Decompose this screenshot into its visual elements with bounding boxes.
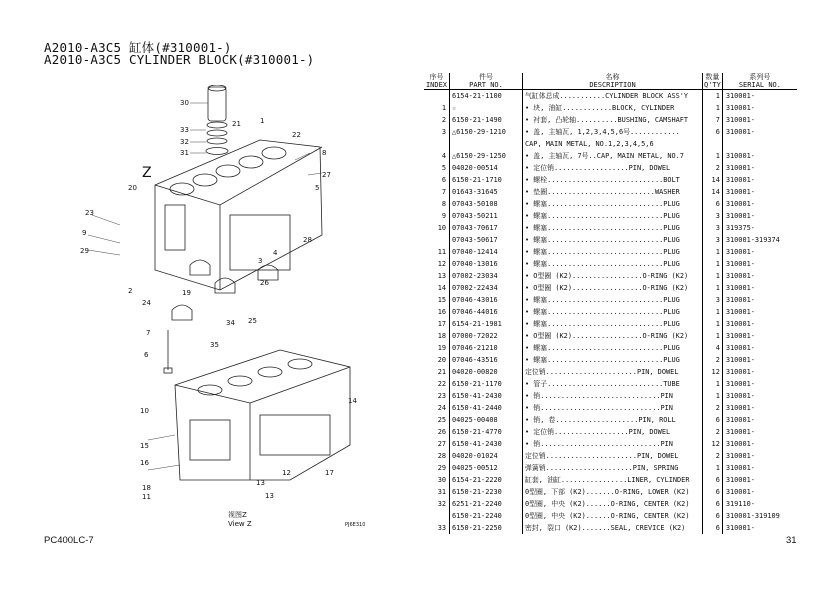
callout: 19	[182, 289, 191, 297]
cell-idx	[424, 138, 450, 150]
cell-ser: 310001-	[725, 92, 755, 100]
table-row	[424, 258, 797, 270]
table-row	[424, 426, 797, 438]
cell-pn: 04020-00514	[450, 162, 523, 174]
cell-ser: 310001-	[725, 332, 755, 340]
cell-desc: • 螺塞............................PLUG	[523, 294, 703, 306]
table-row	[424, 90, 797, 103]
table-row	[424, 342, 797, 354]
cell-idx: 18	[424, 330, 450, 342]
cell-ser: 310001-	[725, 392, 755, 400]
header-part-no: 件号 PART NO.	[450, 73, 523, 90]
header-description: 名称 DESCRIPTION	[523, 73, 703, 90]
table-row	[424, 498, 797, 510]
cell-idx: 22	[424, 378, 450, 390]
cell-idx	[424, 510, 450, 522]
cell-idx: 13	[424, 270, 450, 282]
cell-desc: 0型圈, 中央 (K2)......O-RING, CENTER (K2)	[523, 510, 703, 522]
table-row	[424, 450, 797, 462]
cell-desc: • 螺塞............................PLUG	[523, 258, 703, 270]
cell-ser: 310001-	[725, 188, 755, 196]
cell-qty: 14	[703, 174, 723, 186]
cell-pn: 07040-13016	[450, 258, 523, 270]
cell-qty: 12	[703, 438, 723, 450]
cell-qty: 1	[703, 378, 723, 390]
cell-qty: 6	[703, 522, 723, 534]
cell-idx: 10	[424, 222, 450, 234]
cell-ser: 310001-	[725, 380, 755, 388]
cell-qty: 3	[703, 234, 723, 246]
page-title-en: A2010-A3C5 CYLINDER BLOCK(#310001-)	[44, 52, 315, 67]
cell-desc: • 定位销..................PIN, DOWEL	[523, 162, 703, 174]
cell-qty: 1	[703, 282, 723, 294]
cell-qty: 1	[703, 462, 723, 474]
callout: 13	[256, 479, 265, 487]
cell-desc: 弹簧销.....................PIN, SPRING	[523, 462, 703, 474]
table-row	[424, 198, 797, 210]
callout: 21	[232, 120, 241, 128]
cell-ser: 310001-	[725, 488, 755, 496]
cell-ser: 310001-	[725, 164, 755, 172]
table-row	[424, 378, 797, 390]
cell-desc: • 块, 油缸............BLOCK, CYLINDER	[523, 102, 703, 114]
table-row	[424, 318, 797, 330]
table-row	[424, 462, 797, 474]
cell-pn: 04025-00512	[450, 462, 523, 474]
table-row	[424, 210, 797, 222]
cell-ser: 319110-	[725, 500, 755, 508]
cell-ser: 310001-	[725, 416, 755, 424]
cell-qty	[703, 138, 723, 150]
cell-idx: 29	[424, 462, 450, 474]
callout: 33	[180, 126, 189, 134]
cell-idx: 28	[424, 450, 450, 462]
cell-desc: 0型圈, 下部 (K2).......O-RING, LOWER (K2)	[523, 486, 703, 498]
cell-desc: • 螺塞............................PLUG	[523, 222, 703, 234]
cell-ser: 310001-	[725, 344, 755, 352]
cell-desc: • 螺塞............................PLUG	[523, 342, 703, 354]
cell-idx: 12	[424, 258, 450, 270]
cell-desc: CAP, MAIN METAL, NO.1,2,3,4,5,6	[523, 138, 703, 150]
cell-desc: • 销, 卷....................PIN, ROLL	[523, 414, 703, 426]
cell-ser: 310001-319109	[725, 512, 780, 520]
view-z-mark: Z	[142, 165, 152, 181]
cell-qty: 1	[703, 150, 723, 162]
cell-desc: 密封, 裂口 (K2).......SEAL, CREVICE (K2)	[523, 522, 703, 534]
cell-pn: 6150-21-4770	[450, 426, 523, 438]
cell-pn: △6150-29-1210	[450, 126, 523, 138]
cell-qty: 1	[703, 90, 723, 103]
cell-desc: • 垫圈..........................WASHER	[523, 186, 703, 198]
cell-qty: 6	[703, 474, 723, 486]
cell-qty: 3	[703, 210, 723, 222]
cell-pn: 07043-70617	[450, 222, 523, 234]
view-label-en: View Z	[228, 520, 252, 528]
cell-desc: • O型圈 (K2).................O-RING (K2)	[523, 270, 703, 282]
callout: 35	[210, 341, 219, 349]
table-row	[424, 126, 797, 138]
cell-pn: 6150-41-2440	[450, 402, 523, 414]
callout: 18	[142, 484, 151, 492]
cell-idx: 21	[424, 366, 450, 378]
table-row	[424, 222, 797, 234]
cell-ser: 310001-	[725, 524, 755, 532]
cell-qty: 1	[703, 270, 723, 282]
table-row	[424, 354, 797, 366]
cell-pn: 07046-43016	[450, 294, 523, 306]
cell-desc: • 盖, 主轴瓦, 7号..CAP, MAIN METAL, NO.7	[523, 150, 703, 162]
cell-qty: 3	[703, 222, 723, 234]
cell-ser: 310001-	[725, 176, 755, 184]
callout: 24	[142, 299, 151, 307]
cell-qty: 6	[703, 486, 723, 498]
cylinder-block-diagram	[60, 85, 390, 530]
table-row	[424, 306, 797, 318]
cell-desc: • 销.............................PIN	[523, 438, 703, 450]
callout: 10	[140, 407, 149, 415]
cell-qty: 3	[703, 294, 723, 306]
cell-pn: 6150-21-1170	[450, 378, 523, 390]
cell-ser: 310001-	[725, 404, 755, 412]
callout: 20	[128, 184, 137, 192]
cell-pn: ☆	[450, 102, 523, 114]
cell-pn: 6154-21-2220	[450, 474, 523, 486]
model-code: PC400LC-7	[44, 535, 94, 546]
table-row	[424, 366, 797, 378]
cell-pn: 04025-00408	[450, 414, 523, 426]
cell-qty: 2	[703, 354, 723, 366]
cell-desc: • 螺塞............................PLUG	[523, 234, 703, 246]
cell-idx: 32	[424, 498, 450, 510]
cell-desc: • 螺栓............................BOLT	[523, 174, 703, 186]
cell-ser: 310001-	[725, 200, 755, 208]
cell-qty: 1	[703, 330, 723, 342]
table-row	[424, 138, 797, 150]
drawing-code: PJ6E310	[345, 522, 366, 528]
cell-idx: 30	[424, 474, 450, 486]
cell-desc: • 螺塞............................PLUG	[523, 198, 703, 210]
cell-ser: 310001-	[725, 308, 755, 316]
table-row	[424, 522, 797, 534]
table-row	[424, 414, 797, 426]
cell-idx: 19	[424, 342, 450, 354]
cell-desc: 定位销......................PIN, DOWEL	[523, 366, 703, 378]
cell-pn: 6150-21-2250	[450, 522, 523, 534]
callout: 12	[282, 469, 291, 477]
cell-pn: 6150-21-2240	[450, 510, 523, 522]
header-index: 序号 INDEX	[424, 73, 450, 90]
cell-pn: 07046-43516	[450, 354, 523, 366]
cell-idx: 11	[424, 246, 450, 258]
callout: 5	[315, 184, 320, 192]
table-row	[424, 390, 797, 402]
cell-pn: 07002-22434	[450, 282, 523, 294]
cell-idx: 4	[424, 150, 450, 162]
cell-idx	[424, 234, 450, 246]
view-label-cn: 视图Z	[228, 511, 247, 519]
cell-desc: 定位销......................PIN, DOWEL	[523, 450, 703, 462]
callout: 27	[322, 171, 331, 179]
table-row	[424, 282, 797, 294]
callout: 1	[260, 117, 265, 125]
cell-ser: 310001-	[725, 452, 755, 460]
cell-desc: • 盖, 主轴瓦, 1,2,3,4,5,6号............	[523, 126, 703, 138]
cell-qty: 6	[703, 510, 723, 522]
header-qty: 数量 Q'TY	[704, 73, 721, 89]
cell-idx: 2	[424, 114, 450, 126]
cell-pn: 07000-72022	[450, 330, 523, 342]
cell-qty: 14	[703, 186, 723, 198]
cell-desc: 气缸体总成...........CYLINDER BLOCK ASS'Y	[523, 90, 703, 103]
callout: 34	[226, 319, 235, 327]
cell-desc: • 螺塞............................PLUG	[523, 306, 703, 318]
cell-qty: 1	[703, 102, 723, 114]
cell-qty: 6	[703, 198, 723, 210]
callout: 15	[140, 442, 149, 450]
cell-ser: 310001-	[725, 128, 755, 136]
callout: 2	[128, 287, 133, 295]
table-row	[424, 438, 797, 450]
cell-desc: • 定位销..................PIN, DOWEL	[523, 426, 703, 438]
cell-ser: 310001-	[725, 272, 755, 280]
page-number: 31	[786, 535, 797, 546]
cell-pn: 6251-21-2240	[450, 498, 523, 510]
cell-ser: 310001-	[725, 116, 755, 124]
cell-pn: 07043-50108	[450, 198, 523, 210]
cell-ser: 310001-	[725, 284, 755, 292]
cell-ser: 310001-	[725, 152, 755, 160]
cell-idx: 23	[424, 390, 450, 402]
cell-pn: 6150-21-1490	[450, 114, 523, 126]
cell-ser: 310001-	[725, 212, 755, 220]
cell-qty: 7	[703, 114, 723, 126]
cell-idx: 17	[424, 318, 450, 330]
cell-qty: 1	[703, 246, 723, 258]
callout: 13	[265, 492, 274, 500]
cell-qty: 2	[703, 426, 723, 438]
cell-qty: 1	[703, 306, 723, 318]
cell-idx: 14	[424, 282, 450, 294]
cell-ser	[722, 138, 797, 150]
cell-pn: 6150-41-2430	[450, 438, 523, 450]
callout: 30	[180, 99, 189, 107]
cell-pn: 6154-21-1100	[450, 90, 523, 103]
cell-desc: • 螺塞............................PLUG	[523, 354, 703, 366]
callout: 26	[260, 279, 269, 287]
cell-desc: • 螺塞............................PLUG	[523, 246, 703, 258]
callout: 32	[180, 138, 189, 146]
cell-qty: 2	[703, 402, 723, 414]
cell-desc: • 销.............................PIN	[523, 402, 703, 414]
callout: 9	[82, 229, 87, 237]
parts-table	[424, 73, 797, 534]
callout: 16	[140, 459, 149, 467]
table-row	[424, 150, 797, 162]
cell-pn: 6150-21-2230	[450, 486, 523, 498]
cell-qty: 6	[703, 498, 723, 510]
cell-qty: 6	[703, 414, 723, 426]
table-row	[424, 402, 797, 414]
cell-idx: 3	[424, 126, 450, 138]
table-row	[424, 510, 797, 522]
cell-qty: 1	[703, 318, 723, 330]
table-row	[424, 234, 797, 246]
cell-qty: 6	[703, 126, 723, 138]
table-row	[424, 330, 797, 342]
cell-pn: 04020-00820	[450, 366, 523, 378]
cell-pn	[450, 138, 523, 150]
cell-pn: △6150-29-1250	[450, 150, 523, 162]
cell-desc: • 销.............................PIN	[523, 390, 703, 402]
header-serial: 系列号 SERIAL NO.	[722, 73, 797, 90]
cell-desc: • 螺塞............................PLUG	[523, 210, 703, 222]
cell-pn: 07040-12414	[450, 246, 523, 258]
cell-ser: 310001-	[725, 428, 755, 436]
callout: 22	[292, 131, 301, 139]
cell-qty: 2	[703, 450, 723, 462]
cell-ser: 310001-	[725, 368, 755, 376]
cell-desc: • 衬套, 凸轮轴..........BUSHING, CAMSHAFT	[523, 114, 703, 126]
page-title-cn: A2010-A3C5 缸体(#310001-)	[44, 40, 232, 55]
cell-idx: 20	[424, 354, 450, 366]
table-row	[424, 294, 797, 306]
table-row	[424, 246, 797, 258]
cell-pn: 07046-21210	[450, 342, 523, 354]
cell-desc: • O型圈 (K2).................O-RING (K2)	[523, 330, 703, 342]
table-row	[424, 474, 797, 486]
cell-desc: 0型圈, 中央 (K2)......O-RING, CENTER (K2)	[523, 498, 703, 510]
cell-idx: 27	[424, 438, 450, 450]
table-row	[424, 114, 797, 126]
cell-pn: 6150-21-1710	[450, 174, 523, 186]
callout: 14	[348, 397, 357, 405]
cell-idx: 1	[424, 102, 450, 114]
cell-ser: 310001-	[725, 104, 755, 112]
callout: 8	[322, 149, 327, 157]
cell-ser: 310001-	[725, 476, 755, 484]
cell-desc: • O型圈 (K2).................O-RING (K2)	[523, 282, 703, 294]
cell-idx: 16	[424, 306, 450, 318]
cell-idx: 8	[424, 198, 450, 210]
cell-desc: 缸套, 油缸................LINER, CYLINDER	[523, 474, 703, 486]
cell-idx: 5	[424, 162, 450, 174]
table-row	[424, 102, 797, 114]
cell-ser: 310001-	[725, 356, 755, 364]
cell-ser: 310001-	[725, 248, 755, 256]
callout: 4	[273, 249, 278, 257]
cell-idx: 33	[424, 522, 450, 534]
cell-ser: 310001-319374	[725, 236, 780, 244]
cell-qty: 12	[703, 366, 723, 378]
callout: 25	[248, 317, 257, 325]
table-row	[424, 174, 797, 186]
callout: 11	[142, 493, 151, 501]
cell-pn: 04020-01024	[450, 450, 523, 462]
cell-ser: 310001-	[725, 464, 755, 472]
table-row	[424, 270, 797, 282]
cell-idx: 25	[424, 414, 450, 426]
table-row	[424, 486, 797, 498]
cell-pn: 6150-41-2430	[450, 390, 523, 402]
callout: 17	[325, 469, 334, 477]
cell-pn: 01643-31645	[450, 186, 523, 198]
callout: 7	[146, 329, 151, 337]
cell-ser: 319375-	[725, 224, 755, 232]
cell-qty: 4	[703, 342, 723, 354]
cell-desc: • 管子............................TUBE	[523, 378, 703, 390]
cell-ser: 310001-	[725, 440, 755, 448]
cell-idx: 24	[424, 402, 450, 414]
cell-desc: • 螺塞............................PLUG	[523, 318, 703, 330]
cell-qty: 1	[703, 258, 723, 270]
callout: 29	[80, 247, 89, 255]
cell-pn: 07046-44016	[450, 306, 523, 318]
callout: 6	[144, 351, 149, 359]
diagram-callouts	[80, 99, 357, 501]
cell-idx: 31	[424, 486, 450, 498]
cell-ser: 310001-	[725, 296, 755, 304]
cell-idx: 9	[424, 210, 450, 222]
cell-ser: 310001-	[725, 320, 755, 328]
callout: 28	[303, 236, 312, 244]
table-row	[424, 162, 797, 174]
cell-idx: 15	[424, 294, 450, 306]
cell-pn: 07043-50617	[450, 234, 523, 246]
callout: 3	[258, 257, 263, 265]
cell-pn: 07002-23034	[450, 270, 523, 282]
cell-qty: 2	[703, 162, 723, 174]
callout: 31	[180, 149, 189, 157]
cell-idx: 7	[424, 186, 450, 198]
cell-pn: 6154-21-1981	[450, 318, 523, 330]
cell-qty: 1	[703, 390, 723, 402]
callout: 23	[85, 209, 94, 217]
cell-idx: 6	[424, 174, 450, 186]
cell-pn: 07043-50211	[450, 210, 523, 222]
table-row	[424, 186, 797, 198]
cell-ser: 310001-	[725, 260, 755, 268]
cell-idx	[424, 90, 450, 103]
cell-idx: 26	[424, 426, 450, 438]
